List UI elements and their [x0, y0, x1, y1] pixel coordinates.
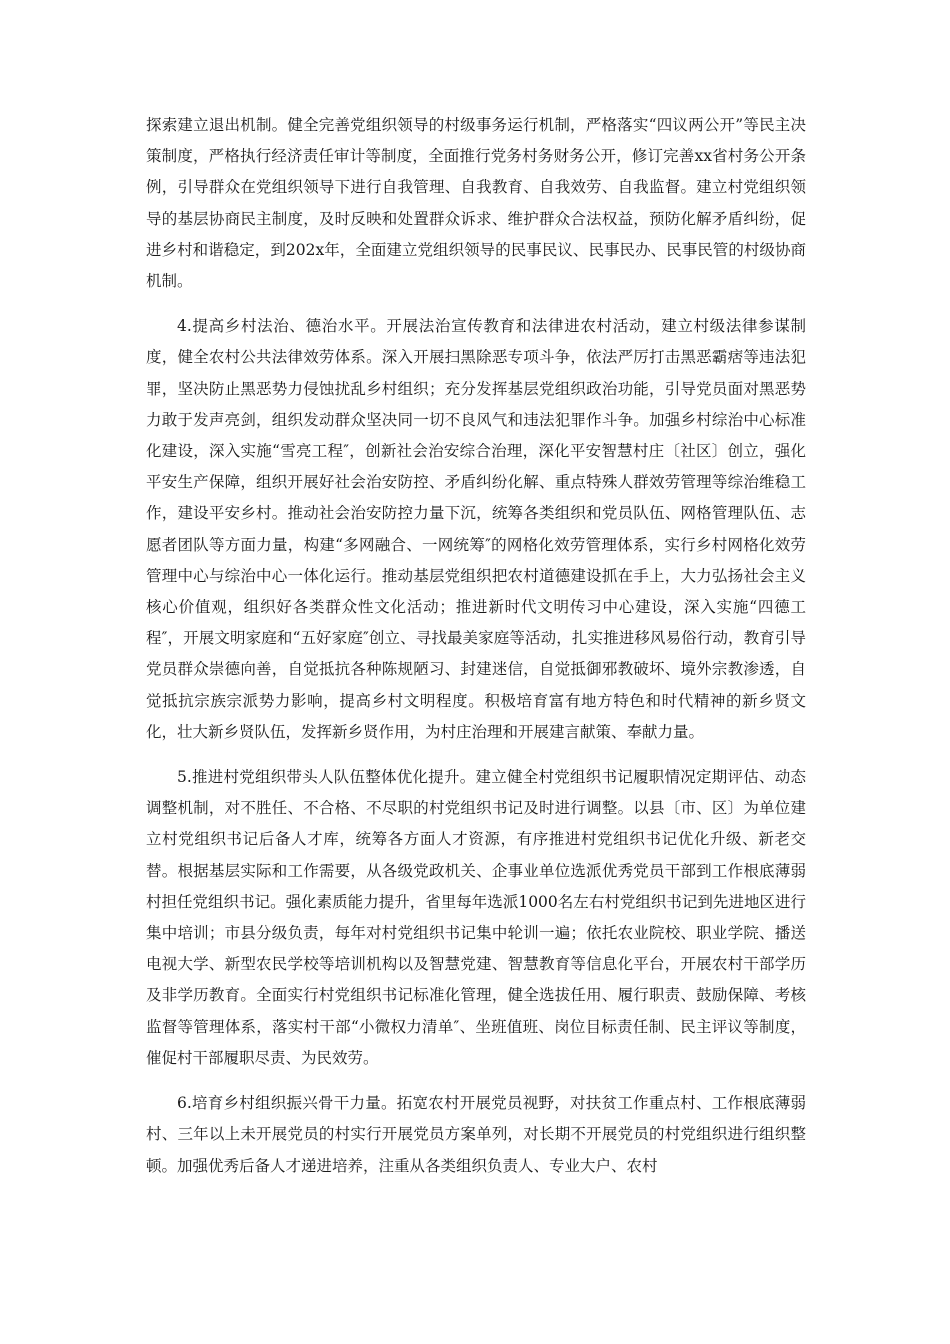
paragraph-rule-of-law: 4.提高乡村法治、德治水平。开展法治宣传教育和法律进农村活动，建立村级法律参谋制度，健全农村公共法律效劳体系。深入开展扫黑除恶专项斗争，依法严厉打击黑恶霸痞等违法犯罪，坚决防止黑恶势力侵蚀扰乱乡村组织；充分发挥基层党组织政治功能，引导党员面对黑恶势力敢于发声亮剑，组织发动群众坚决同一切不良风气和违法犯罪作斗争。加强乡村综治中心标准化建设，深入实施“雪亮工程″，创新社会治安综合治理，深化平安智慧村庄〔社区〕创立，强化平安生产保障，组织开展好社会治安防控、矛盾纠纷化解、重点特殊人群效劳管理等综治维稳工作，建设平安乡村。推动社会治安防控力量下沉，统筹各类组织和党员队伍、网格管理队伍、志愿者团队等方面力量，构建“多网融合、一网统筹″的网格化效劳管理体系，实行乡村网格化效劳管理中心与综治中心一体化运行。推动基层党组织把农村道德建设抓在手上，大力弘扬社会主义核心价值观，组织好各类群众性文化活动；推进新时代文明传习中心建设，深入实施“四德工程″，开展文明家庭和“五好家庭″创立、寻找最美家庭等活动，扎实推进移风易俗行动，教育引导党员群众崇德向善，自觉抵抗各种陈规陋习、封建迷信，自觉抵御邪教破坏、境外宗教渗透，自觉抵抗宗族宗派势力影响，提高乡村文明程度。积极培育富有地方特色和时代精神的新乡贤文化，壮大新乡贤队伍，发挥新乡贤作用，为村庄治理和开展建言献策、奉献力量。 [146, 317, 806, 741]
paragraph-party-secretary-team: 5.推进村党组织带头人队伍整体优化提升。建立健全村党组织书记履职情况定期评估、动态调整机制，对不胜任、不合格、不尽职的村党组织书记及时进行调整。以县〔市、区〕为单位建立村党组织书记后备人才库，统筹各方面人才资源，有序推进村党组织书记优化升级、新老交替。根据基层实际和工作需要，从各级党政机关、企事业单位选派优秀党员干部到工作根底薄弱村担任党组织书记。强化素质能力提升，省里每年选派1000名左右村党组织书记到先进地区进行集中培训；市县分级负责，每年对村党组织书记集中轮训一遍；依托农业院校、职业学院、播送电视大学、新型农民学校等培训机构以及智慧党建、智慧教育等信息化平台，开展农村干部学历及非学历教育。全面实行村党组织书记标准化管理，健全选拔任用、履行职责、鼓励保障、考核监督等管理体系，落实村干部“小微权力清单″、坐班值班、岗位目标责任制、民主评议等制度，催促村干部履职尽责、为民效劳。 [146, 768, 806, 1067]
paragraph-backbone-force: 6.培育乡村组织振兴骨干力量。拓宽农村开展党员视野，对扶贫工作重点村、工作根底薄弱村、三年以上未开展党员的村实行开展党员方案单列，对长期不开展党员的村党组织进行组织整顿。加强优秀后备人才递进培养，注重从各类组织负责人、专业大户、农村 [146, 1094, 806, 1175]
document-page [146, 110, 806, 1196]
paragraph-village-affairs: 探索建立退出机制。健全完善党组织领导的村级事务运行机制，严格落实“四议两公开”等民主决策制度，严格执行经济责任审计等制度，全面推行党务村务财务公开，修订完善xx省村务公开条例，引导群众在党组织领导下进行自我管理、自我教育、自我效劳、自我监督。建立村党组织领导的基层协商民主制度，及时反映和处置群众诉求、维护群众合法权益，预防化解矛盾纠纷，促进乡村和谐稳定，到202x年，全面建立党组织领导的民事民议、民事民办、民事民管的村级协商机制。 [146, 116, 806, 291]
